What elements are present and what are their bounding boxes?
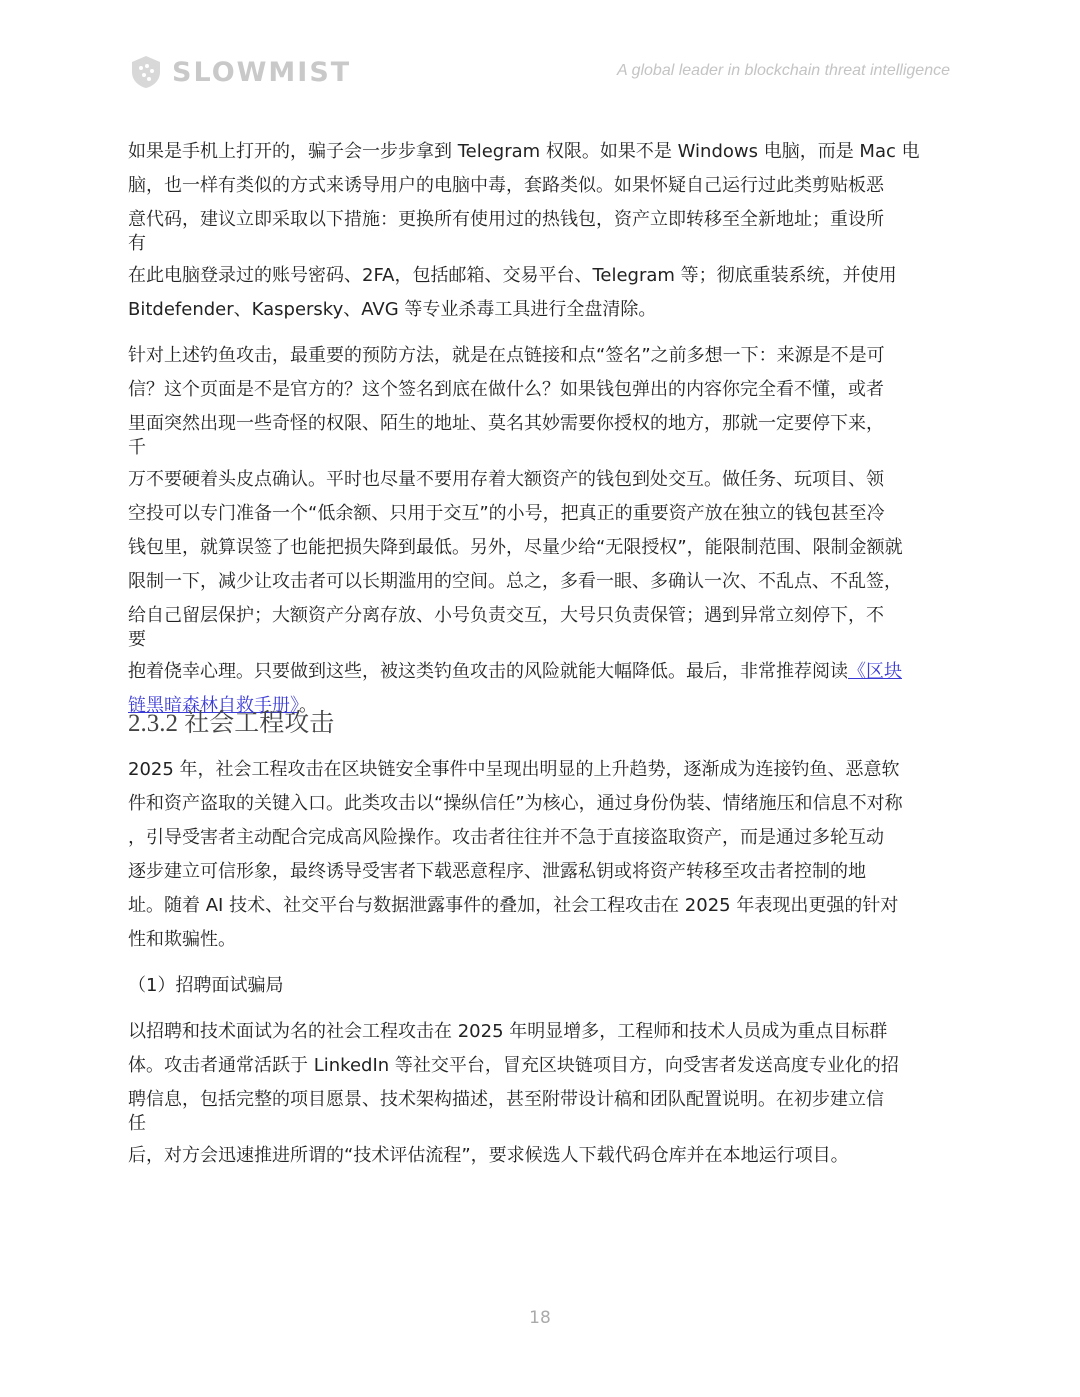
text-line: 钱包里，就算误签了也能把损失降到最低。另外，尽量少给“无限授权”，能限制范围、限制金额就 — [128, 537, 903, 558]
text-line: 如果是手机上打开的，骗子会一步步拿到 Telegram 权限。如果不是 Windows 电脑，而是 Mac 电 — [128, 141, 920, 162]
text-line: 千 — [128, 437, 146, 458]
text-line: 意代码，建议立即采取以下措施：更换所有使用过的热钱包，资产立即转移至全新地址；重设所 — [128, 209, 884, 230]
slowmist-shield-logo-icon — [128, 54, 164, 90]
text-line: 给自己留层保护；大额资产分离存放、小号负责交互，大号只负责保管；遇到异常立刻停下，不 — [128, 605, 884, 626]
header-logo — [128, 54, 351, 90]
text-line: 万不要硬着头皮点确认。平时也尽量不要用存着大额资产的钱包到处交互。做任务、玩项目、领 — [128, 469, 884, 490]
page-number: 18 — [529, 1308, 551, 1328]
text-line: 件和资产盗取的关键入口。此类攻击以“操纵信任”为核心，通过身份伪装、情绪施压和信息不对称 — [128, 793, 903, 814]
text-line: 址。随着 AI 技术、社交平台与数据泄露事件的叠加，社会工程攻击在 2025 年表现出更强的针对 — [128, 895, 899, 916]
text-line — [128, 655, 973, 689]
text-span: 。 — [299, 695, 317, 716]
header-tagline: A global leader in blockchain threat intelligence — [617, 62, 950, 79]
handbook-link[interactable]: 《区块 — [848, 661, 902, 682]
page-content — [128, 135, 973, 1173]
text-line: 空投可以专门准备一个“低余额、只用于交互”的小号，把真正的重要资产放在独立的钱包甚至冷 — [128, 503, 885, 524]
text-line: ，引导受害者主动配合完成高风险操作。攻击者往往并不急于直接盗取资产，而是通过多轮互动 — [128, 827, 884, 848]
text-line: 针对上述钓鱼攻击，最重要的预防方法，就是在点链接和点“签名”之前多想一下：来源是不是可 — [128, 345, 885, 366]
text-span: 抱着侥幸心理。只要做到这些，被这类钓鱼攻击的风险就能大幅降低。最后，非常推荐阅读 — [128, 661, 848, 682]
text-line: 里面突然出现一些奇怪的权限、陌生的地址、莫名其妙需要你授权的地方，那就一定要停下来， — [128, 413, 884, 434]
text-line: 体。攻击者通常活跃于 LinkedIn 等社交平台，冒充区块链项目方，向受害者发送高度专业化的招 — [128, 1055, 899, 1076]
text-line: 脑，也一样有类似的方式来诱导用户的电脑中毒，套路类似。如果怀疑自己运行过此类剪贴板恶 — [128, 175, 884, 196]
text-line: 信？这个页面是不是官方的？这个签名到底在做什么？如果钱包弹出的内容你完全看不懂，或者 — [128, 379, 884, 400]
text-line: 任 — [128, 1113, 146, 1134]
brand-name: SLOWMIST — [172, 56, 352, 88]
text-line: 要 — [128, 629, 146, 650]
text-line: 限制一下，减少让攻击者可以长期滥用的空间。总之，多看一眼、多确认一次、不乱点、不乱签， — [128, 571, 902, 592]
text-line: 聘信息，包括完整的项目愿景、技术架构描述，甚至附带设计稿和团队配置说明。在初步建立信 — [128, 1089, 884, 1110]
text-line: 后，对方会迅速推进所谓的“技术评估流程”，要求候选人下载代码仓库并在本地运行项目。 — [128, 1145, 849, 1166]
subsection-heading: （1）招聘面试骗局 — [128, 975, 284, 996]
text-line: 有 — [128, 233, 146, 254]
text-line: 性和欺骗性。 — [128, 929, 236, 950]
section-heading: 2.3.2 社会工程攻击 — [128, 710, 335, 737]
text-line: 2025 年，社会工程攻击在区块链安全事件中呈现出明显的上升趋势，逐渐成为连接钓鱼、恶意软 — [128, 759, 900, 780]
handbook-link-cont[interactable]: 链黑暗森林自救手册》 — [128, 695, 299, 716]
text-line: 逐步建立可信形象，最终诱导受害者下载恶意程序、泄露私钥或将资产转移至攻击者控制的地 — [128, 861, 866, 882]
text-line: 在此电脑登录过的账号密码、2FA，包括邮箱、交易平台、Telegram 等；彻底重装系统，并使用 — [128, 265, 897, 286]
text-line: 以招聘和技术面试为名的社会工程攻击在 2025 年明显增多，工程师和技术人员成为重点目标群 — [128, 1021, 888, 1042]
text-line: Bitdefender、Kaspersky、AVG 等专业杀毒工具进行全盘清除。 — [128, 299, 657, 320]
